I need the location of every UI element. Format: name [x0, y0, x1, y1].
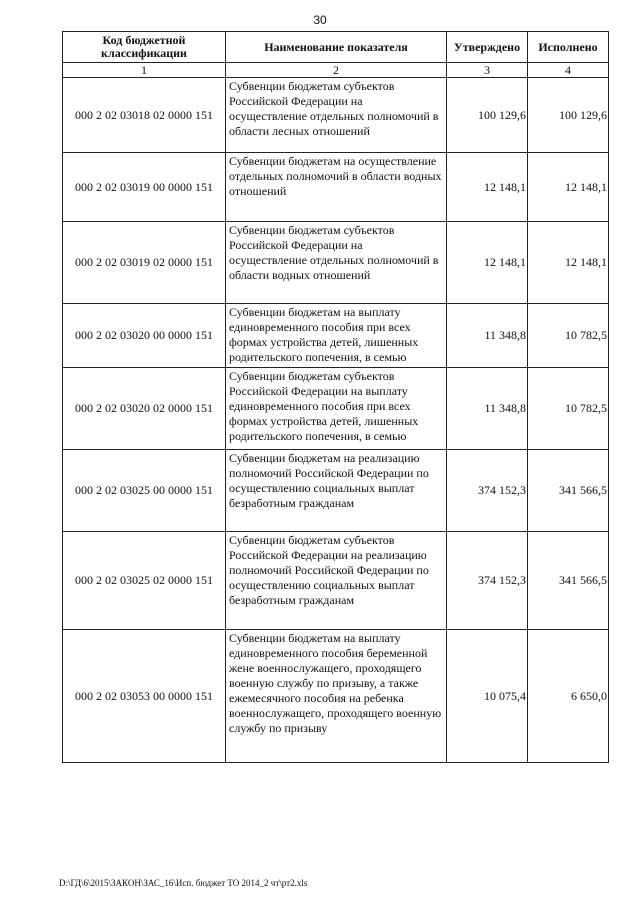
executed-amount-cell: 10 782,5: [528, 368, 609, 450]
indicator-name-cell: Субвенции бюджетам на осуществление отдельных полномочий в области водных отношений: [226, 153, 447, 222]
table-row: [63, 368, 609, 450]
file-path-footer: D:\ГД\6\2015\ЗАКОН\ЗАС_16\Исп. бюджет ТО 2014_2 чт\рт2.xls: [59, 878, 308, 888]
executed-amount-cell: 12 148,1: [528, 222, 609, 304]
executed-amount-cell: 6 650,0: [528, 630, 609, 763]
approved-amount-cell: 374 152,3: [447, 532, 528, 630]
header-code: Код бюджетной классификации: [63, 32, 226, 63]
executed-amount-cell: 341 566,5: [528, 532, 609, 630]
page-number: 30: [313, 13, 327, 27]
budget-table: [62, 31, 609, 763]
table-row: [63, 630, 609, 763]
table-row: [63, 222, 609, 304]
budget-code-cell: 000 2 02 03018 02 0000 151: [63, 78, 226, 153]
column-number-row: [63, 63, 609, 78]
executed-amount-cell: 12 148,1: [528, 153, 609, 222]
column-number: 3: [447, 63, 528, 78]
executed-amount-cell: 10 782,5: [528, 304, 609, 368]
approved-amount-cell: 374 152,3: [447, 450, 528, 532]
header-executed: Исполнено: [528, 32, 609, 63]
header-name: Наименование показателя: [226, 32, 447, 63]
executed-amount-cell: 100 129,6: [528, 78, 609, 153]
approved-amount-cell: 10 075,4: [447, 630, 528, 763]
column-number: 4: [528, 63, 609, 78]
budget-code-cell: 000 2 02 03020 00 0000 151: [63, 304, 226, 368]
budget-code-cell: 000 2 02 03019 02 0000 151: [63, 222, 226, 304]
budget-code-cell: 000 2 02 03025 00 0000 151: [63, 450, 226, 532]
approved-amount-cell: 12 148,1: [447, 153, 528, 222]
indicator-name-cell: Субвенции бюджетам субъектов Российской Федерации на реализацию полномочий Российской Федерации по осуществлению социальных выплат безработным гражданам: [226, 532, 447, 630]
indicator-name-cell: Субвенции бюджетам на выплату единовременного пособия при всех формах устройства детей, лишенных родительского попечения, в семью: [226, 304, 447, 368]
executed-amount-cell: 341 566,5: [528, 450, 609, 532]
indicator-name-cell: Субвенции бюджетам субъектов Российской Федерации на осуществление отдельных полномочий в области лесных отношений: [226, 78, 447, 153]
table-row: [63, 78, 609, 153]
table-row: [63, 532, 609, 630]
indicator-name-cell: Субвенции бюджетам на реализацию полномочий Российской Федерации по осуществлению социальных выплат безработным гражданам: [226, 450, 447, 532]
budget-code-cell: 000 2 02 03020 02 0000 151: [63, 368, 226, 450]
indicator-name-cell: Субвенции бюджетам субъектов Российской Федерации на осуществление отдельных полномочий в области водных отношений: [226, 222, 447, 304]
approved-amount-cell: 12 148,1: [447, 222, 528, 304]
column-number: 1: [63, 63, 226, 78]
budget-code-cell: 000 2 02 03053 00 0000 151: [63, 630, 226, 763]
budget-code-cell: 000 2 02 03019 00 0000 151: [63, 153, 226, 222]
approved-amount-cell: 11 348,8: [447, 368, 528, 450]
budget-code-cell: 000 2 02 03025 02 0000 151: [63, 532, 226, 630]
table-row: [63, 153, 609, 222]
indicator-name-cell: Субвенции бюджетам на выплату единовременного пособия беременной жене военнослужащего, проходящего военную службу по призыву, а также ежемесячного пособия на ребенка военнослужащего, проходящего военную службу по призыву: [226, 630, 447, 763]
table-header-row: [63, 32, 609, 63]
approved-amount-cell: 11 348,8: [447, 304, 528, 368]
indicator-name-cell: Субвенции бюджетам субъектов Российской Федерации на выплату единовременного пособия при всех формах устройства детей, лишенных родительского попечения, в семью: [226, 368, 447, 450]
approved-amount-cell: 100 129,6: [447, 78, 528, 153]
header-approved: Утверждено: [447, 32, 528, 63]
table-row: [63, 304, 609, 368]
table-row: [63, 450, 609, 532]
column-number: 2: [226, 63, 447, 78]
